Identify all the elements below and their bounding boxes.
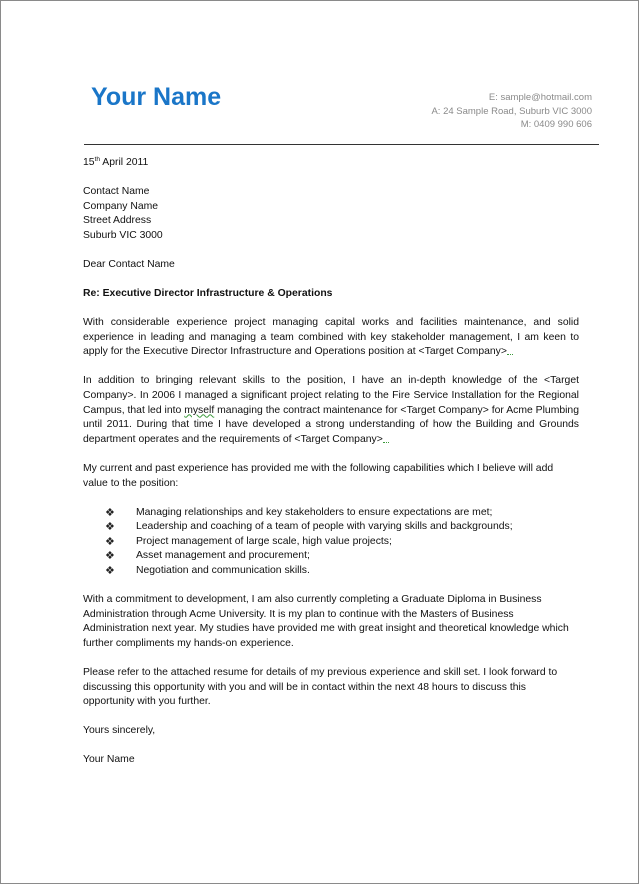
- sender-email: E: sample@hotmail.com: [488, 92, 592, 103]
- diamond-bullet-icon: ❖: [105, 506, 115, 519]
- paragraph-intro: [83, 316, 579, 360]
- list-item: [83, 535, 579, 550]
- list-item: [83, 564, 579, 579]
- sender-address: A: 24 Sample Road, Suburb VIC 3000: [431, 105, 592, 117]
- date-month-year: April 2011: [99, 157, 149, 168]
- recipient-name: Contact Name: [83, 186, 150, 198]
- recipient-street: Street Address: [83, 215, 152, 227]
- sender-contact-block: [431, 91, 592, 132]
- list-item: [83, 506, 579, 521]
- paragraph-capabilities: My current and past experience has provided me with the following capabilities which I believe will add value to the position:: [83, 462, 554, 489]
- list-item-text: Leadership and coaching of a team of people with varying skills and backgrounds;: [136, 521, 513, 533]
- paragraph-intro-text: With considerable experience project managing capital works and facilities maintenance, and solid experience in leading and managing a team combined with key stakeholder management, I am keen to apply for the Executive Director Infrastructure and Operations position at <Target Company>: [83, 317, 579, 358]
- closing: Yours sincerely,: [83, 725, 156, 737]
- header-divider: [84, 144, 599, 145]
- list-item-text: Managing relationships and key stakeholders to ensure expectations are met;: [136, 506, 493, 518]
- list-item: [83, 549, 579, 564]
- recipient-suburb: Suburb VIC 3000: [83, 229, 163, 241]
- diamond-bullet-icon: ❖: [105, 550, 115, 563]
- paragraph-knowledge-text-a: In addition to bringing relevant skills to the position, I have an in-depth knowledge of the <Target Company>. In 2006 I managed a significant project relating to the Fire Service Installation for the Regional Campus, that led into: [83, 375, 579, 416]
- letter-date: [83, 156, 579, 171]
- recipient-company: Company Name: [83, 200, 159, 212]
- list-item: [83, 520, 579, 535]
- salutation: Dear Contact Name: [83, 258, 175, 270]
- date-day: 15: [83, 157, 95, 168]
- sender-name: Your Name: [91, 83, 222, 111]
- sender-mobile: M: 0409 990 606: [520, 119, 592, 130]
- paragraph-knowledge: [83, 374, 579, 447]
- capabilities-list: [83, 506, 579, 579]
- diamond-bullet-icon: ❖: [105, 564, 115, 577]
- subject-line: Re: Executive Director Infrastructure & Operations: [83, 288, 333, 300]
- diamond-bullet-icon: ❖: [105, 521, 115, 534]
- list-item-text: Project management of large scale, high value projects;: [136, 535, 392, 547]
- date-suffix: th: [94, 156, 100, 163]
- letter-body: [83, 156, 579, 768]
- grammar-flagged-word: myself: [184, 404, 215, 416]
- formatting-mark: [383, 438, 389, 443]
- signature-name: Your Name: [83, 754, 135, 766]
- paragraph-closing-remarks: Please refer to the attached resume for details of my previous experience and skill set. I look forward to discussing this opportunity with you and will be in contact within the next 48 hours to discuss this opportunity with you further.: [83, 666, 558, 708]
- paragraph-knowledge-text-b: managing the contract maintenance for <Target Company> for Acme Plumbing until 2011. During that time I have developed a strong understanding of how the Building and Grounds department operates and the requirements of <Target Company>: [83, 404, 579, 445]
- paragraph-development: With a commitment to development, I am also currently completing a Graduate Diploma in Business Administration through Acme University. It is my plan to continue with the Masters of Business Administration next year. My studies have provided me with great insight and theoretical knowledge which further compliments my hands-on experience.: [83, 594, 569, 649]
- formatting-mark: [507, 350, 513, 355]
- list-item-text: Asset management and procurement;: [136, 550, 310, 562]
- diamond-bullet-icon: ❖: [105, 535, 115, 548]
- list-item-text: Negotiation and communication skills.: [136, 564, 310, 576]
